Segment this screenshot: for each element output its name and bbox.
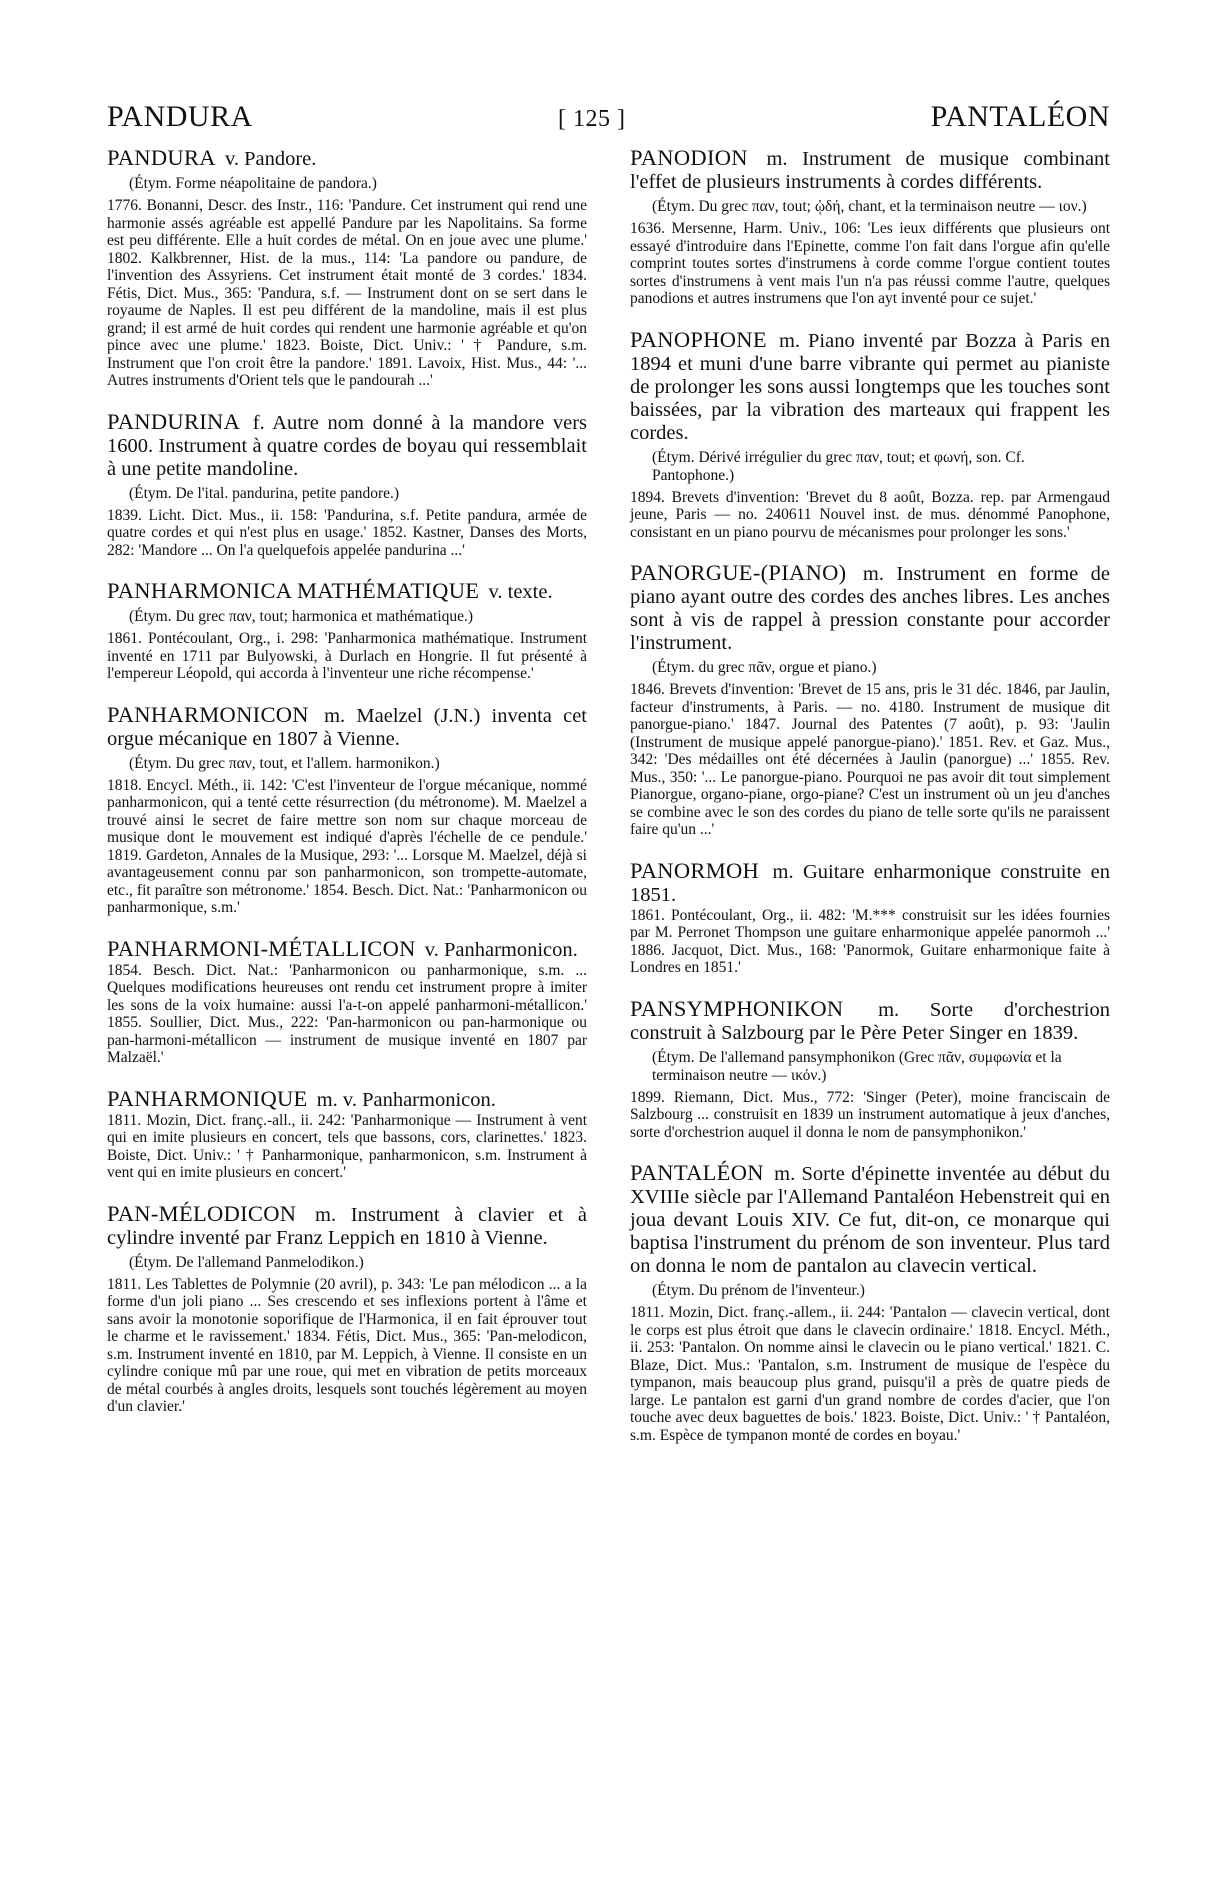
entry-pansymphonikon: [630, 997, 1110, 1142]
definition: m. Sorte d'orchestrion construit à Salzbourg par le Père Peter Singer en 1839.: [630, 998, 1110, 1044]
definition: v. Pandore.: [224, 148, 317, 170]
definition: m. Piano inventé par Bozza à Paris en 1894 et muni d'une barre vibrante qui permet au pianiste de prolonger les sons aussi longtemps que les touches sont baissées, par la vibration des marteaux qui frappent les cordes.: [630, 329, 1111, 444]
headword: PANORMOH: [630, 857, 760, 883]
etymology: (Étym. Du grec παν, tout; ᾠδή, chant, et la terminaison neutre — ιον.): [652, 198, 1087, 215]
entry-pan-melodicon: [107, 1202, 587, 1416]
citations: 1861. Pontécoulant, Org., i. 298: 'Panharmonica mathématique. Instrument inventé en 1711 par Bulyowski, à Durlach en Hongrie. Il fut présenté à l'empereur Léopold, qui accorda à l'inventeur une riche récompense.': [107, 630, 587, 682]
headword: PANODION: [630, 145, 748, 170]
etymology: (Étym. du grec πᾶν, orgue et piano.): [652, 659, 877, 676]
definition: m. Instrument en forme de piano ayant outre des cordes des anches libres. Les anches sont à vis de rappel à pression constante pour accorder l'instrument.: [630, 563, 1110, 654]
etymology: (Étym. Forme néapolitaine de pandora.): [129, 175, 377, 192]
citations: 1846. Brevets d'invention: 'Brevet de 15 ans, pris le 31 déc. 1846, par Jaulin, facteur d'instruments, à Paris. — no. 4180. Instrument de musique dit panorgue-piano.' 1847. Journal des Patentes (7 août), p. 93: 'Jaulin (Instrument de musique appelé panorgue-piano).' 1851. Rev. et Gaz. Mus., 342: 'Des médailles ont été décernées à Jaulin (panorgue) ...' 1855. Rev. Mus., 350: '... Le panorgue-piano. Pourquoi ne pas avoir dit tout simplement Pianorgue, organo-piane, orgo-piane? C'est un instrument où un jeu d'anches se combine avec le son des cordes du piano de telle sorte qu'ils ne paraissent faire qu'un ...': [630, 681, 1110, 838]
entry-pandurina: [107, 410, 587, 560]
citations: 1811. Les Tablettes de Polymnie (20 avril), p. 343: 'Le pan mélodicon ... a la forme d'un joli piano ... Ses crescendo et ses inflexions portent à l'âme et sans avoir la monotonie soporifique de l'Harmonica, il en fait éprouver tout le charme et le ravissement.' 1834. Fétis, Dict. Mus., 365: 'Pan-melodicon, s.m. Instrument inventé en 1810, par M. Leppich, à Vienne. Il consiste en un cylindre conique mû par une roue, qui met en vibration de petits morceaux de métal courbés à angles droits, lesquels sont touchés légèrement au moyen d'un clavier.': [107, 1275, 587, 1415]
etymology: (Étym. Dérivé irrégulier du grec παν, tout; et φωνή, son. Cf. Pantophone.): [652, 448, 1025, 484]
entry-panharmonique: [107, 1087, 587, 1182]
entry-panormoh: [630, 859, 1110, 977]
entry-panodion: [630, 146, 1110, 308]
headword: PANHARMONICON: [107, 701, 309, 727]
headword: PANHARMONI-MÉTALLICON: [107, 935, 416, 961]
definition: m. Instrument à clavier et à cylindre inventé par Franz Leppich en 1810 à Vienne.: [107, 1203, 587, 1249]
citations: 1894. Brevets d'invention: 'Brevet du 8 août, Bozza. rep. par Armengaud jeune, Paris — no. 240611 Nouvel inst. de mus. dénommé Panophone, consistant en un piano pourvu de mécanismes pour prolonger les sons.': [630, 488, 1110, 541]
definition: v. Panharmonicon.: [424, 938, 578, 961]
headword: PAN-MÉLODICON: [107, 1200, 297, 1226]
citations: 1811. Mozin, Dict. franç.-all., ii. 242: 'Panharmonique — Instrument à vent qui en imite plusieurs en concert, tels que bassons, cors, clarinettes.' 1823. Boiste, Dict. Univ.: ' † Panharmonique, panharmonicon, s.m. Instrument à vent qui en imite plusieurs en concert.': [107, 1111, 587, 1181]
headword: PANHARMONICA MATHÉMATIQUE: [107, 578, 480, 603]
citations: 1839. Licht. Dict. Mus., ii. 158: 'Pandurina, s.f. Petite pandura, armée de quatre cordes et qui n'est plus en usage.' 1852. Kastner, Danses des Morts, 282: 'Mandore ... On l'a quelquefois appelée pandurina ...': [107, 506, 587, 559]
headword: PANOPHONE: [630, 326, 767, 352]
etymology: (Étym. De l'ital. pandurina, petite pandore.): [129, 484, 400, 502]
definition: f. Autre nom donné à la mandore vers 1600. Instrument à quatre cordes de boyau qui ressemblait à une petite mandoline.: [107, 411, 588, 480]
headword: PANORGUE-(PIANO): [630, 560, 847, 585]
entry-panorgue-piano: [630, 561, 1110, 839]
definition: m. Maelzel (J.N.) inventa cet orgue mécanique en 1807 à Vienne.: [107, 704, 587, 750]
definition: v. texte.: [488, 581, 553, 603]
running-head-right: PANTALÉON: [930, 100, 1110, 133]
entry-panharmonica-mathematique: [107, 579, 587, 683]
definition: m. Guitare enharmonique construite en 1851.: [630, 860, 1111, 906]
page-number: [ 125 ]: [557, 106, 626, 132]
entry-pandura: [107, 146, 587, 390]
definition: m. Sorte d'épinette inventée au début du XVIIIe siècle par l'Allemand Pantaléon Hebenstreit qui en joua devant Louis XIV. Ce fut, dit-on, ce monarque qui baptisa l'instrument du prénom de son inventeur. Plus tard on donna le nom de pantalon au clavecin vertical.: [630, 1163, 1110, 1277]
citations: 1899. Riemann, Dict. Mus., 772: 'Singer (Peter), moine franciscain de Salzbourg ... construisit en 1839 un instrument automatique à jeux d'anches, sorte d'orchestrion auquel il donna le nom de pansymphonikon.': [630, 1088, 1110, 1141]
entry-pantaleon: [630, 1161, 1110, 1444]
citations: 1861. Pontécoulant, Org., ii. 482: 'M.*** construisit sur les idées fournies par M. Perronet Thompson une guitare enharmonique appelée panormoh ...' 1886. Jacquot, Dict. Mus., 168: 'Panormok, Guitare enharmonique faite à Londres en 1851.': [630, 906, 1110, 976]
etymology: (Étym. De l'allemand pansymphonikon (Grec πᾶν, συμφωνία et la terminaison neutre — ικόν.): [652, 1048, 1062, 1084]
citations: 1811. Mozin, Dict. franç.-allem., ii. 244: 'Pantalon — clavecin vertical, dont le corps est plus étroit que dans le clavecin ordinaire.' 1818. Encycl. Méth., ii. 253: 'Pantalon. On nomme ainsi le clavecin ou le piano vertical.' 1821. C. Blaze, Dict. Mus.: 'Pantalon, s.m. Instrument de musique de l'espèce du tympanon, mais beaucoup plus grand, puisqu'il a près de quatre pieds de large. Le pantalon est garni d'un grand nombre de cordes d'acier, que l'on touche avec deux baguettes de bois.' 1823. Boiste, Dict. Univ.: ' † Pantaléon, s.m. Espèce de tympanon monté de cordes en boyau.': [630, 1304, 1110, 1444]
headword: PANTALÉON: [630, 1160, 764, 1185]
left-column: [107, 146, 587, 1464]
running-head-left: PANDURA: [107, 100, 253, 133]
etymology: (Étym. De l'allemand Panmelodikon.): [129, 1253, 364, 1271]
citations: 1636. Mersenne, Harm. Univ., 106: 'Les ieux différents que plusieurs ont essayé d'introduire dans l'Epinette, comme l'on fait dans l'orgue afin qu'elle comprint toutes sortes d'instrumens à corde comme l'orgue contient toutes sortes d'instrumens à vent mais l'un n'a pas réussi comme l'autre, quelques panodions et autres instrumens que l'on ayt inventé pour ce sujet.': [630, 220, 1110, 307]
right-column: [630, 146, 1110, 1464]
definition: m. v. Panharmonicon.: [316, 1088, 496, 1111]
citations: 1854. Besch. Dict. Nat.: 'Panharmonicon ou panharmonique, s.m. ... Quelques modifications heureuses ont rendu cet instrument propre à imiter les sons de la voix humaine: aussi l'a-t-on appelé panharmoni-métallicon.' 1855. Soullier, Dict. Mus., 222: 'Pan-harmonicon ou pan-harmonique ou pan-harmoni-métallicon — instrument de musique inventé en 1807 par Malzaël.': [107, 961, 587, 1066]
two-columns: [107, 146, 1110, 1464]
entry-panophone: [630, 328, 1110, 542]
entry-panharmonicon: [107, 703, 587, 917]
headword: PANSYMPHONIKON: [630, 995, 844, 1021]
citations: 1818. Encycl. Méth., ii. 142: 'C'est l'inventeur de l'orgue mécanique, nommé panharmonicon, qui a tenté cette résurrection (du métronome). M. Maelzel a trouvé ainsi le secret de faire mettre son nom sur chaque morceau de musique dont le mouvement est indiqué d'après l'échelle de ce pendule.' 1819. Gardeton, Annales de la Musique, 293: '... Lorsque M. Maelzel, déjà si avantageusement connu par son panharmonicon, son trompette-automate, etc., fit paraître son métronome.' 1854. Besch. Dict. Nat.: 'Panharmonicon ou panharmonique, s.m.': [107, 776, 587, 916]
entry-panharmoni-metallicon: [107, 937, 587, 1067]
definition: m. Instrument de musique combinant l'effet de plusieurs instruments à cordes différents.: [630, 148, 1111, 193]
etymology: (Étym. Du grec παν, tout; harmonica et mathématique.): [129, 608, 474, 625]
etymology: (Étym. Du grec παν, tout, et l'allem. harmonikon.): [129, 754, 440, 772]
running-head: [107, 100, 1110, 134]
headword: PANDURA: [107, 145, 216, 170]
citations: 1776. Bonanni, Descr. des Instr., 116: 'Pandure. Cet instrument qui rend une harmonie assés agréable est appellé Pandure par les Napolitains. Sa forme est peu différente. Elle a huit cordes de métal. On en joue avec une plume.' 1802. Kalkbrenner, Hist. de la mus., 114: 'La pandore ou pandure, de l'invention des Assyriens. Cet instrument était monté de 3 cordes.' 1834. Fétis, Dict. Mus., 365: 'Pandura, s.f. — Instrument dont on se sert dans le royaume de Naples. Il est peu différent de la mandoline, mais il est plus grand; il est armé de huit cordes qui rendent une harmonie agréable et qu'on pince avec une plume.' 1823. Boiste, Dict. Univ.: ' † Pandure, s.m. Instrument que l'on croit être la pandore.' 1891. Lavoix, Hist. Mus., 44: '... Autres instruments d'Orient tels que le pandourah ...': [107, 197, 587, 389]
headword: PANHARMONIQUE: [107, 1085, 308, 1111]
headword: PANDURINA: [107, 408, 241, 434]
etymology: (Étym. Du prénom de l'inventeur.): [652, 1282, 865, 1299]
